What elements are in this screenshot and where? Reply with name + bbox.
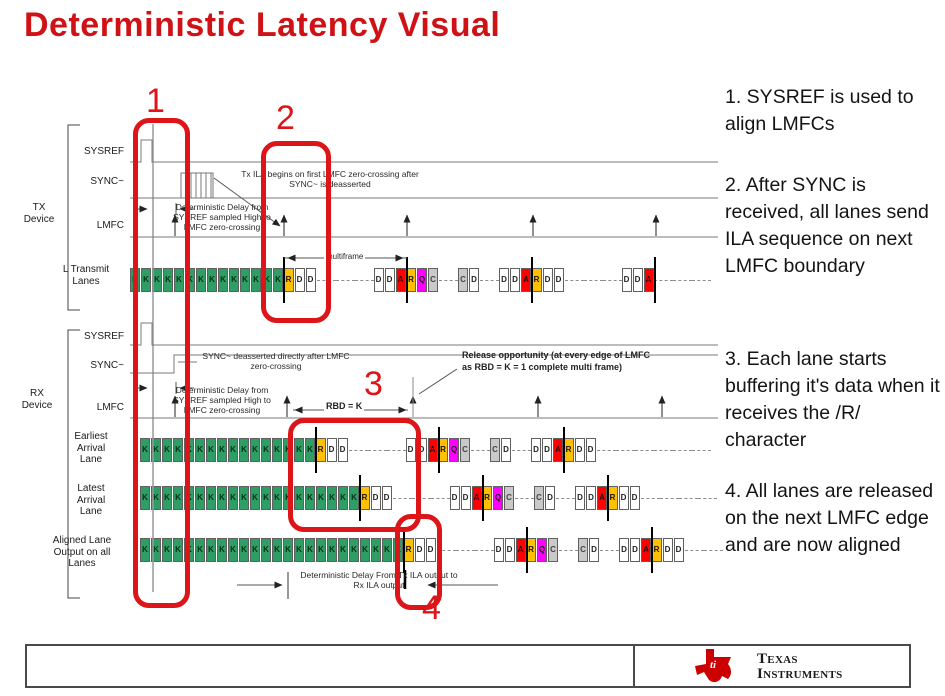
lane-cell-R: R xyxy=(360,486,370,510)
lane-cell-K: K xyxy=(207,268,217,292)
lane-cell-K: K xyxy=(261,438,271,462)
lane-cell-D: D xyxy=(385,268,395,292)
lane-cell-K: K xyxy=(393,538,403,562)
lane-cell-C: C xyxy=(458,268,468,292)
lane-cell-K: K xyxy=(217,438,227,462)
lane-cell-K: K xyxy=(185,268,195,292)
lane-cell-K: K xyxy=(360,538,370,562)
lane-cell-D: D xyxy=(327,438,337,462)
lane-cell-K: K xyxy=(283,486,293,510)
lane-cell-D: D xyxy=(554,268,564,292)
lane-cell-D: D xyxy=(417,438,427,462)
lane-cell-D: D xyxy=(575,438,585,462)
lane-gap-dashes xyxy=(565,280,584,281)
lane-cell-K: K xyxy=(151,438,161,462)
lane-gap-dashes xyxy=(597,450,616,451)
lane-cell-K: K xyxy=(338,538,348,562)
lane-cell-K: K xyxy=(305,538,315,562)
lane-gap-dashes xyxy=(692,280,711,281)
lane-cell-D: D xyxy=(415,538,425,562)
lane-cell-K: K xyxy=(272,538,282,562)
lane-gap-dashes xyxy=(673,280,692,281)
lane-cell-D: D xyxy=(510,268,520,292)
tx-signal-label-lmfc: LMFC xyxy=(96,220,124,231)
lane-cell-K: K xyxy=(162,486,172,510)
rx-sync-note: SYNC~ deasserted directly after LMFC zero-crossing xyxy=(202,351,350,371)
tx-ila-note: Tx ILA begins on first LMFC zero-crossing after SYNC~ is deasserted xyxy=(241,169,419,189)
lmfc-boundary-line xyxy=(563,427,565,473)
note-4: 4. All lanes are released on the next LMFC edge and are now aligned xyxy=(725,480,934,556)
lane-gap-dashes xyxy=(471,450,490,451)
lane-cell-D: D xyxy=(633,268,643,292)
lane-cell-K: K xyxy=(272,438,282,462)
lane-cell-K: K xyxy=(316,538,326,562)
lane-gap-dashes xyxy=(556,498,575,499)
lane-cell-K: K xyxy=(294,538,304,562)
lane-gap-dashes xyxy=(431,498,450,499)
lane-cell-D: D xyxy=(622,268,632,292)
lane-cell-K: K xyxy=(152,268,162,292)
lane-cell-R: R xyxy=(438,438,448,462)
ti-brand-line2: Instruments xyxy=(757,666,843,682)
ti-monogram: ti xyxy=(709,659,717,671)
tx-signal-label-sysref: SYSREF xyxy=(83,146,124,157)
lane-cell-D: D xyxy=(461,486,471,510)
lane-cell-K: K xyxy=(206,438,216,462)
lane-cell-A: A xyxy=(396,268,406,292)
rx-sysref-wave xyxy=(130,323,718,345)
rx-signal-label-lmfc: LMFC xyxy=(96,402,124,413)
lane-gap-dashes xyxy=(584,280,603,281)
lane-cell-K: K xyxy=(184,538,194,562)
lane-cell-K: K xyxy=(140,438,150,462)
lane-cell-D: D xyxy=(501,438,511,462)
rx-earliest-arrival-lane-strip xyxy=(140,438,711,462)
lane-cell-D: D xyxy=(586,486,596,510)
lane-cell-D: D xyxy=(306,268,316,292)
lane-cell-K: K xyxy=(196,268,206,292)
lane-cell-A: A xyxy=(553,438,563,462)
lane-cell-C: C xyxy=(548,538,558,562)
lane-cell-K: K xyxy=(261,538,271,562)
lane-cell-A: A xyxy=(597,486,607,510)
lane-gap-dashes xyxy=(456,550,475,551)
note-2: 2. After SYNC is received, all lanes send ILA sequence on next LMFC boundary xyxy=(725,174,929,277)
callout-box-1 xyxy=(133,118,190,608)
lane-cell-C: C xyxy=(578,538,588,562)
lane-cell-K: K xyxy=(195,538,205,562)
lane-gap-dashes xyxy=(480,280,499,281)
lane-cell-D: D xyxy=(630,486,640,510)
lane-cell-K: K xyxy=(305,438,315,462)
lane-cell-K: K xyxy=(217,538,227,562)
lane-cell-K: K xyxy=(130,268,140,292)
lane-cell-D: D xyxy=(575,486,585,510)
lane-cell-K: K xyxy=(371,538,381,562)
lane-cell-D: D xyxy=(295,268,305,292)
lane-cell-D: D xyxy=(450,486,460,510)
lane-cell-R: R xyxy=(482,486,492,510)
lane-gap-dashes xyxy=(475,550,494,551)
callout-number-4: 4 xyxy=(422,589,441,627)
lane-cell-D: D xyxy=(505,538,515,562)
lane-cell-K: K xyxy=(240,268,250,292)
rx-release-note: Release opportunity (at every edge of LMFC as RBD = K = 1 complete multi frame) xyxy=(462,350,651,372)
lane-cell-K: K xyxy=(250,538,260,562)
lane-cell-K: K xyxy=(151,486,161,510)
rx-device-label: RX Device xyxy=(21,388,53,411)
lane-gap-dashes xyxy=(355,280,374,281)
lane-gap-dashes xyxy=(641,498,660,499)
lane-cell-D: D xyxy=(630,538,640,562)
callout-box-2 xyxy=(261,141,331,323)
lane-cell-K: K xyxy=(283,538,293,562)
lane-cell-K: K xyxy=(173,486,183,510)
lane-cell-A: A xyxy=(516,538,526,562)
lane-gap-dashes xyxy=(654,450,673,451)
lane-cell-K: K xyxy=(206,486,216,510)
lane-cell-K: K xyxy=(151,538,161,562)
tx-lane-label: L Transmit Lanes xyxy=(62,264,110,287)
lane-cell-D: D xyxy=(469,268,479,292)
lane-gap-dashes xyxy=(660,498,679,499)
lane-gap-dashes xyxy=(635,450,654,451)
lane-cell-K: K xyxy=(305,486,315,510)
lane-cell-D: D xyxy=(542,438,552,462)
lane-cell-K: K xyxy=(349,538,359,562)
ti-brand-line1: Texas xyxy=(757,651,798,667)
lane-cell-D: D xyxy=(374,268,384,292)
lane-cell-K: K xyxy=(173,538,183,562)
lane-cell-K: K xyxy=(239,538,249,562)
lane-cell-K: K xyxy=(239,438,249,462)
callout-box-3 xyxy=(288,418,421,532)
lane-cell-K: K xyxy=(338,486,348,510)
lane-gap-dashes xyxy=(559,550,578,551)
rx-signal-label-sync: SYNC~ xyxy=(90,360,124,371)
lane-cell-K: K xyxy=(316,486,326,510)
rbd-label: RBD = K xyxy=(326,401,363,411)
lane-cell-C: C xyxy=(534,486,544,510)
lane-gap-dashes xyxy=(673,450,692,451)
lane-cell-D: D xyxy=(406,438,416,462)
lane-gap-dashes xyxy=(336,280,355,281)
lane-cell-K: K xyxy=(195,438,205,462)
lane-cell-K: K xyxy=(141,268,151,292)
lane-cell-C: C xyxy=(490,438,500,462)
lane-cell-D: D xyxy=(545,486,555,510)
lane-cell-Q: Q xyxy=(537,538,547,562)
lane-cell-K: K xyxy=(184,438,194,462)
lane-cell-K: K xyxy=(349,486,359,510)
lane-cell-K: K xyxy=(140,538,150,562)
lane-cell-A: A xyxy=(641,538,651,562)
lane-cell-Q: Q xyxy=(493,486,503,510)
lane-cell-K: K xyxy=(382,538,392,562)
lane-cell-D: D xyxy=(619,486,629,510)
lane-cell-D: D xyxy=(663,538,673,562)
footer-divider xyxy=(633,646,635,686)
tx-delay-note: Deterministic Delay from SYSREF sampled High to LMFC zero-crossing xyxy=(173,202,271,232)
lmfc-boundary-line xyxy=(406,257,408,303)
lane-cell-K: K xyxy=(239,486,249,510)
lane-cell-K: K xyxy=(228,438,238,462)
lane-cell-K: K xyxy=(283,438,293,462)
lane-cell-K: K xyxy=(294,438,304,462)
multiframe-label: multiframe xyxy=(326,252,364,261)
lane-cell-K: K xyxy=(262,268,272,292)
lane-cell-R: R xyxy=(284,268,294,292)
ti-logo-texas-icon xyxy=(694,648,734,686)
lane-cell-D: D xyxy=(382,486,392,510)
lane-cell-K: K xyxy=(162,438,172,462)
lane-cell-C: C xyxy=(428,268,438,292)
lmfc-boundary-line xyxy=(531,257,533,303)
tx-signal-label-sync: SYNC~ xyxy=(90,176,124,187)
release-pointer-line xyxy=(419,369,457,394)
lane-gap-dashes xyxy=(679,498,698,499)
lane-gap-dashes xyxy=(512,450,531,451)
lane-cell-K: K xyxy=(261,486,271,510)
lane-cell-D: D xyxy=(674,538,684,562)
note-3: 3. Each lane starts buffering it's data when it receives the /R/ character xyxy=(725,348,940,451)
lane-cell-A: A xyxy=(472,486,482,510)
lane-gap-dashes xyxy=(616,450,635,451)
lmfc-boundary-line xyxy=(654,257,656,303)
lmfc-boundary-line xyxy=(526,527,528,573)
rx-latest-arrival-lane-strip xyxy=(140,486,717,510)
lane-cell-K: K xyxy=(250,486,260,510)
lane-cell-K: K xyxy=(173,438,183,462)
lane-cell-K: K xyxy=(206,538,216,562)
lane-cell-K: K xyxy=(162,538,172,562)
lmfc-boundary-line xyxy=(482,475,484,521)
lane-cell-D: D xyxy=(371,486,381,510)
lane-cell-D: D xyxy=(586,438,596,462)
callout-number-1: 1 xyxy=(146,82,165,120)
slide-title: Deterministic Latency Visual xyxy=(24,6,501,44)
lane-cell-K: K xyxy=(250,438,260,462)
rx-lane-label-earliest: Earliest Arrival Lane xyxy=(74,431,108,465)
lane-gap-dashes xyxy=(698,498,717,499)
rx-delay-note: Deterministic Delay from SYSREF sampled High to LMFC zero-crossing xyxy=(173,385,271,415)
lane-cell-K: K xyxy=(327,538,337,562)
lane-cell-A: A xyxy=(428,438,438,462)
rx-signal-label-sysref: SYSREF xyxy=(83,331,124,342)
lane-cell-K: K xyxy=(217,486,227,510)
lane-cell-R: R xyxy=(404,538,414,562)
lane-gap-dashes xyxy=(685,550,704,551)
lane-cell-K: K xyxy=(218,268,228,292)
lane-gap-dashes xyxy=(692,450,711,451)
lmfc-boundary-line xyxy=(607,475,609,521)
lane-gap-dashes xyxy=(439,280,458,281)
lane-cell-R: R xyxy=(526,538,536,562)
lane-cell-C: C xyxy=(460,438,470,462)
tx-transmit-lane-strip xyxy=(130,268,711,292)
tx-device-label: TX Device xyxy=(23,202,55,225)
rx-lane-label-latest: Latest Arrival Lane xyxy=(76,483,106,517)
lane-cell-C: C xyxy=(504,486,514,510)
lane-cell-D: D xyxy=(589,538,599,562)
lane-cell-D: D xyxy=(338,438,348,462)
lane-cell-R: R xyxy=(564,438,574,462)
lane-gap-dashes xyxy=(600,550,619,551)
rx-lane-label-aligned: Aligned Lane Output on all Lanes xyxy=(52,535,112,569)
lane-cell-A: A xyxy=(644,268,654,292)
lane-cell-K: K xyxy=(273,268,283,292)
lane-gap-dashes xyxy=(603,280,622,281)
lane-cell-K: K xyxy=(294,486,304,510)
lane-cell-K: K xyxy=(228,538,238,562)
lane-cell-K: K xyxy=(272,486,282,510)
lane-cell-R: R xyxy=(406,268,416,292)
lane-cell-K: K xyxy=(174,268,184,292)
lane-cell-D: D xyxy=(499,268,509,292)
lane-cell-Q: Q xyxy=(449,438,459,462)
lane-cell-K: K xyxy=(163,268,173,292)
lane-cell-D: D xyxy=(494,538,504,562)
lane-cell-D: D xyxy=(426,538,436,562)
callout-number-2: 2 xyxy=(276,99,295,137)
lane-cell-K: K xyxy=(327,486,337,510)
lane-cell-D: D xyxy=(619,538,629,562)
lane-cell-D: D xyxy=(543,268,553,292)
lane-cell-K: K xyxy=(251,268,261,292)
lane-cell-K: K xyxy=(229,268,239,292)
lmfc-boundary-line xyxy=(438,427,440,473)
note-1: 1. SYSREF is used to align LMFCs xyxy=(725,86,914,135)
lane-cell-K: K xyxy=(184,486,194,510)
lane-cell-K: K xyxy=(195,486,205,510)
lmfc-boundary-line xyxy=(651,527,653,573)
lane-cell-A: A xyxy=(521,268,531,292)
lane-cell-R: R xyxy=(652,538,662,562)
lane-cell-D: D xyxy=(531,438,541,462)
lane-cell-K: K xyxy=(140,486,150,510)
rx-bottom-delay-note: Deterministic Delay From Tx ILA output to Rx ILA output xyxy=(300,570,458,590)
lane-cell-Q: Q xyxy=(417,268,427,292)
lane-cell-R: R xyxy=(316,438,326,462)
lane-gap-dashes xyxy=(704,550,723,551)
lane-cell-K: K xyxy=(228,486,238,510)
lane-cell-R: R xyxy=(608,486,618,510)
callout-number-3: 3 xyxy=(364,365,383,403)
tx-sysref-wave xyxy=(130,140,718,162)
lane-cell-R: R xyxy=(532,268,542,292)
lane-gap-dashes xyxy=(654,280,673,281)
lane-gap-dashes xyxy=(515,498,534,499)
